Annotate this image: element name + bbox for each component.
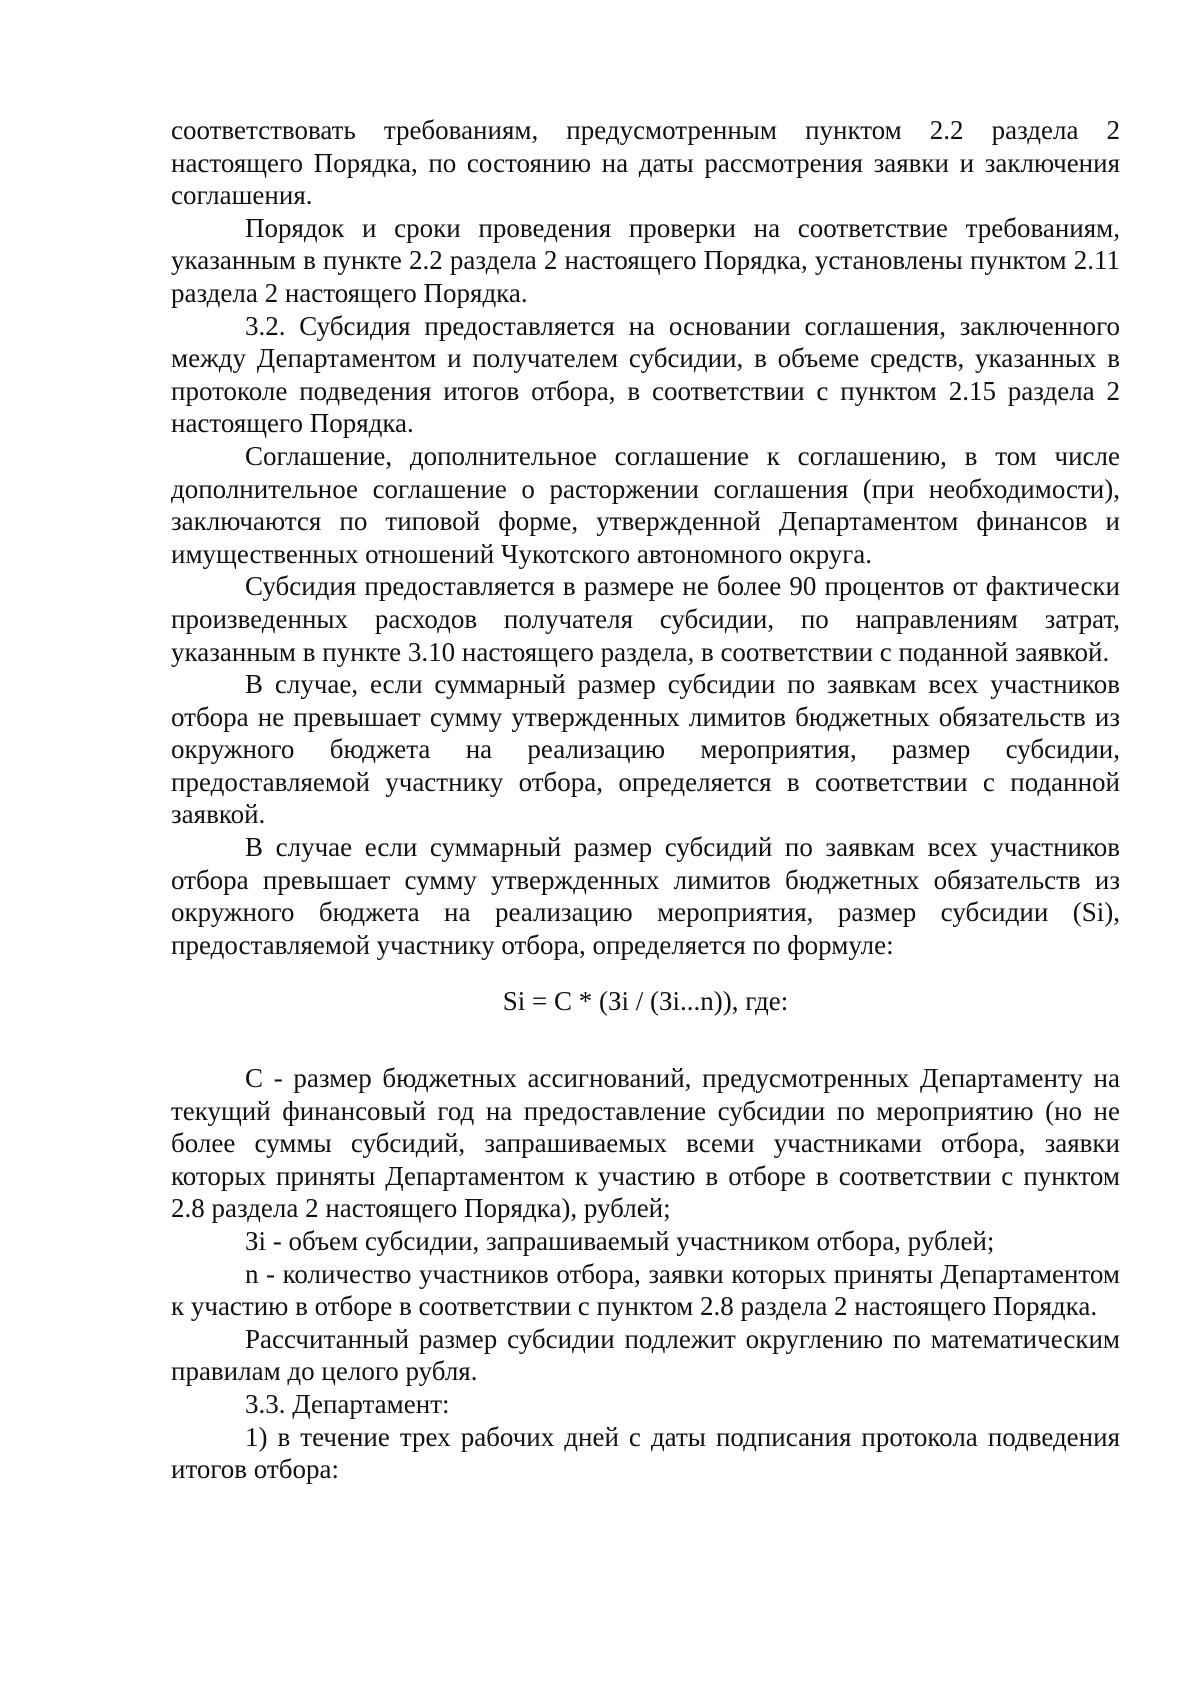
paragraph-exceeding-limits: В случае если суммарный размер субсидий по заявкам всех участников отбора превышает сумму утвержденных лимитов бюджетных обязательств из окружного бюджета на реализацию мероприятия, размер субсидии (Si), предоставляемой участнику отбора, определяется по формуле: [171, 832, 1120, 960]
paragraph-definition-c: C - размер бюджетных ассигнований, предусмотренных Департаменту на текущий финансовый год на предоставление субсидии по мероприятию (но не более суммы субсидий, запрашиваемых всеми участниками отбора, заявки которых приняты Департаментом к участию в отборе в соответствии с пунктом 2.8 раздела 2 настоящего Порядка), рублей; [171, 1063, 1120, 1224]
paragraph-definition-n: n - количество участников отбора, заявки которых приняты Департаментом к участию в отборе в соответствии с пунктом 2.8 раздела 2 настоящего Порядка. [171, 1258, 1120, 1322]
paragraph-subsidy-size: Субсидия предоставляется в размере не более 90 процентов от фактически произведенных расходов получателя субсидии, по направлениям затрат, указанным в пункте 3.10 настоящего раздела, в соответствии с поданной заявкой. [171, 571, 1120, 667]
paragraph-definition-zi: Зi - объем субсидии, запрашиваемый участником отбора, рублей; [245, 1226, 995, 1256]
paragraph-requirements-continuation: соответствовать требованиям, предусмотренным пунктом 2.2 раздела 2 настоящего Порядка, по состоянию на даты рассмотрения заявки и заключения соглашения. [171, 115, 1120, 211]
paragraph-3-3: 3.3. Департамент: [245, 1388, 450, 1419]
paragraph-agreement-form: Соглашение, дополнительное соглашение к соглашению, в том числе дополнительное соглашение о расторжении соглашения (при необходимости), заключаются по типовой форме, утвержденной Департаментом финансов и имущественных отношений Чукотского автономного округа. [171, 440, 1120, 569]
paragraph-rounding: Рассчитанный размер субсидии подлежит округлению по математическим правилам до целого рубля. [171, 1323, 1120, 1387]
document-page [171, 114, 1120, 1486]
subsidy-formula: Si = C * (Зi / (Зi...n)), где: [502, 986, 789, 1017]
paragraph-not-exceeding-limits: В случае, если суммарный размер субсидии по заявкам всех участников отбора не превышает сумму утвержденных лимитов бюджетных обязательств из окружного бюджета на реализацию мероприятия, размер субсидии, предоставляемой участнику отбора, определяется в соответствии с поданной заявкой. [171, 669, 1120, 830]
paragraph-item-1: 1) в течение трех рабочих дней с даты подписания протокола подведения итогов отбора: [171, 1421, 1120, 1485]
paragraph-3-2: 3.2. Субсидия предоставляется на основании соглашения, заключенного между Департаментом и получателем субсидии, в объеме средств, указанных в протоколе подведения итогов отбора, в соответствии с пунктом 2.15 раздела 2 настоящего Порядка. [171, 310, 1120, 439]
paragraph-check-procedure: Порядок и сроки проведения проверки на соответствие требованиям, указанным в пункте 2.2 раздела 2 настоящего Порядка, установлены пунктом 2.11 раздела 2 настоящего Порядка. [171, 212, 1120, 308]
